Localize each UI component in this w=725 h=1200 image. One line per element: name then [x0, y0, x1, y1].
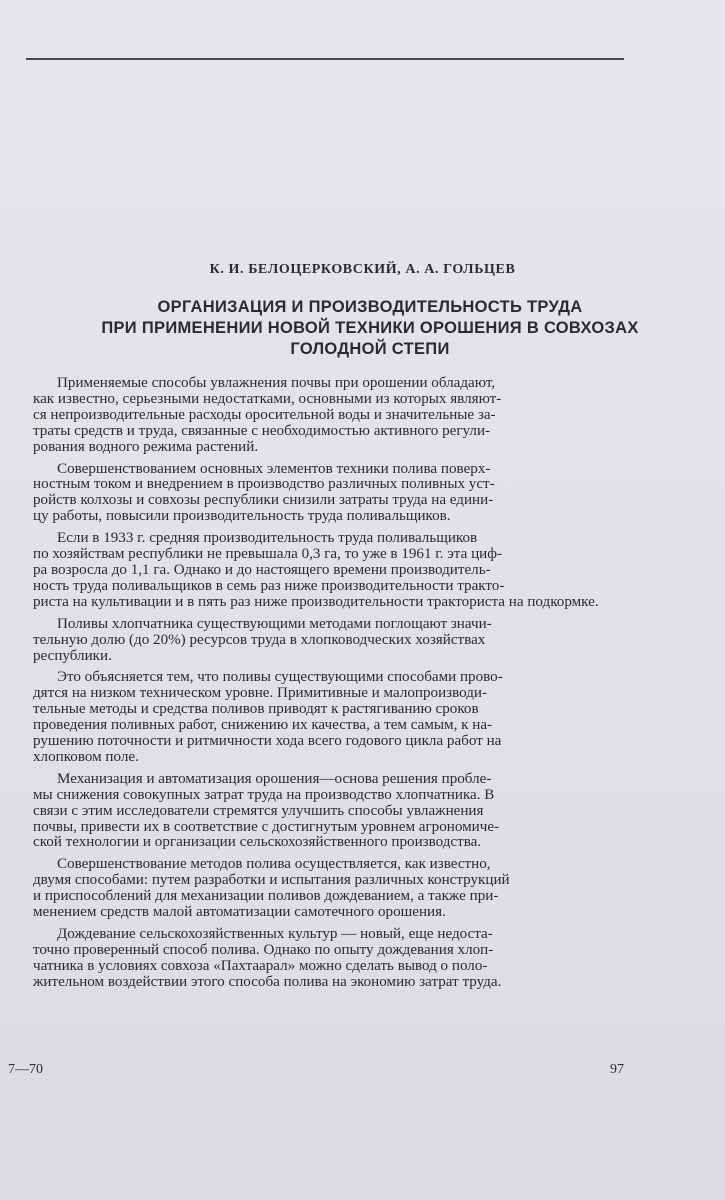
- text-line: Механизация и автоматизация орошения—основа решения пробле-: [57, 770, 492, 787]
- text-line: и приспособлений для механизации поливов дождеванием, а также при-: [33, 888, 499, 905]
- text-line: ройств колхозы и совхозы республики снизили затраты труда на едини-: [33, 492, 494, 509]
- title-line: ОРГАНИЗАЦИЯ И ПРОИЗВОДИТЕЛЬНОСТЬ ТРУДА: [157, 298, 583, 316]
- text-line: рования водного режима растений.: [33, 438, 259, 455]
- title-line: ГОЛОДНОЙ СТЕПИ: [290, 340, 450, 358]
- text-line: ся непроизводительные расходы оросительной воды и значительные за-: [33, 406, 496, 423]
- text-line: Дождевание сельскохозяйственных культур — новый, еще недоста-: [57, 926, 493, 942]
- text-line: ность труда поливальщиков в семь раз ниже производительности тракто-: [33, 577, 505, 594]
- page-number: 97: [610, 1062, 624, 1077]
- article-body: [33, 376, 613, 997]
- text-line: Это объясняется тем, что поливы существующими способами прово-: [57, 669, 503, 686]
- text-line: ской технологии и организации сельскохозяйственного производства.: [33, 834, 482, 851]
- article-title: [60, 297, 680, 360]
- text-line: тельную долю (до 20%) ресурсов труда в хлопководческих хозяйствах: [33, 631, 486, 648]
- paragraph: [33, 531, 613, 611]
- paragraph: [33, 857, 613, 921]
- text-line: республики.: [33, 647, 112, 664]
- text-line: менением средств малой автоматизации самотечного орошения.: [33, 904, 446, 921]
- text-line: жительном воздействии этого способа полива на экономию затрат труда.: [33, 973, 502, 990]
- text-line: чатника в условиях совхоза «Пахтаарал» можно сделать вывод о поло-: [33, 957, 488, 974]
- text-line: хлопковом поле.: [33, 748, 139, 765]
- paragraph: [33, 617, 613, 665]
- text-line: тельные методы и средства поливов приводят к растягиванию сроков: [33, 701, 479, 718]
- authors: К. И. БЕЛОЦЕРКОВСКИЙ, А. А. ГОЛЬЦЕВ: [209, 262, 516, 277]
- paragraph: [33, 670, 613, 765]
- paragraph: [33, 772, 613, 852]
- top-rule: [26, 58, 624, 60]
- text-line: цу работы, повысили производительность труда поливальщиков.: [33, 508, 451, 525]
- text-line: рушению поточности и ритмичности хода всего годового цикла работ на: [33, 733, 502, 750]
- text-line: Поливы хлопчатника существующими методами поглощают значи-: [57, 615, 492, 632]
- text-line: мы снижения совокупных затрат труда на производство хлопчатника. В: [33, 786, 495, 803]
- text-line: ностным током и внедрением в производство различных поливных уст-: [33, 476, 495, 493]
- text-line: точно проверенный способ полива. Однако по опыту дождевания хлоп-: [33, 941, 494, 958]
- paragraph: [33, 462, 613, 526]
- text-line: ра возросла до 1,1 га. Однако и до настоящего времени производитель-: [33, 561, 491, 578]
- text-line: дятся на низком техническом уровне. Примитивные и малопроизводи-: [33, 685, 488, 702]
- text-line: Совершенствование методов полива осуществляется, как известно,: [57, 856, 491, 873]
- paragraph: [33, 927, 613, 991]
- text-line: проведения поливных работ, снижению их качества, а тем самым, к на-: [33, 717, 493, 734]
- paragraph: [33, 376, 613, 456]
- text-line: почвы, привести их в соответствие с достигнутым уровнем агрономиче-: [33, 818, 500, 835]
- title-line: ПРИ ПРИМЕНЕНИИ НОВОЙ ТЕХНИКИ ОРОШЕНИЯ В СОВХОЗАХ: [101, 319, 639, 337]
- text-line: риста на культивации и в пять раз ниже производительности тракториста на подкормке.: [33, 593, 599, 610]
- text-line: двумя способами: путем разработки и испытания различных конструкций: [33, 872, 510, 889]
- text-line: по хозяйствам республики не превышала 0,3 га, то уже в 1961 г. эта циф-: [33, 546, 503, 563]
- text-line: связи с этим исследователи стремятся улучшить способы увлажнения: [33, 802, 484, 819]
- text-line: Если в 1933 г. средняя производительность труда поливальщиков: [57, 530, 478, 547]
- text-line: как известно, серьезными недостатками, основными из которых являют-: [33, 390, 502, 407]
- text-line: траты средств и труда, связанные с необходимостью активного регули-: [33, 422, 491, 439]
- text-line: Совершенствованием основных элементов техники полива поверх-: [57, 460, 491, 477]
- printer-signature: 7—70: [8, 1062, 43, 1077]
- text-line: Применяемые способы увлажнения почвы при орошении обладают,: [57, 375, 496, 391]
